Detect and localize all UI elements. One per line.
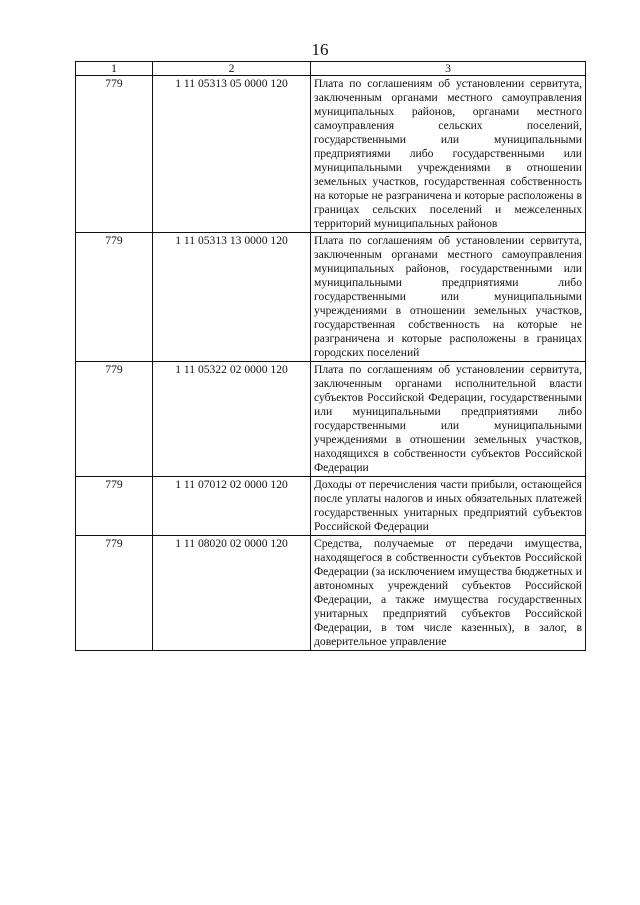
column-header-2: 2 bbox=[153, 62, 311, 76]
admin-code-cell: 779 bbox=[76, 536, 153, 651]
admin-code-cell: 779 bbox=[76, 362, 153, 477]
revenue-codes-table bbox=[75, 61, 586, 651]
revenue-code-cell: 1 11 05313 05 0000 120 bbox=[153, 76, 311, 233]
column-header-1: 1 bbox=[76, 62, 153, 76]
table-row bbox=[76, 233, 586, 362]
revenue-code-cell: 1 11 05322 02 0000 120 bbox=[153, 362, 311, 477]
description-cell: Плата по соглашениям об установлении сервитута, заключенным органами местного самоуправления муниципальных районов, государственными или муниципальными предприятиями либо государственными или муниципальными учреждениями в отношении земельных участков, государственная собственность на которые не разграничена и которые расположены в границах городских поселений bbox=[311, 233, 586, 362]
page-number: 16 bbox=[311, 40, 329, 59]
description-cell: Плата по соглашениям об установлении сервитута, заключенным органами местного самоуправления муниципальных районов, органами местного самоуправления сельских поселений, государственными или муниципальными предприятиями либо государственными или муниципальными учреждениями в отношении земельных участков, государственная собственность на которые не разграничена и которые расположены в границах сельских поселений и межселенных территорий муниципальных районов bbox=[311, 76, 586, 233]
description-cell: Плата по соглашениям об установлении сервитута, заключенным органами исполнительной власти субъектов Российской Федерации, государственными или муниципальными предприятиями либо государственными или муниципальными учреждениями в отношении земельных участков, находящихся в собственности субъектов Российской Федерации bbox=[311, 362, 586, 477]
revenue-code-cell: 1 11 05313 13 0000 120 bbox=[153, 233, 311, 362]
admin-code-cell: 779 bbox=[76, 477, 153, 536]
table-row bbox=[76, 477, 586, 536]
description-cell: Доходы от перечисления части прибыли, остающейся после уплаты налогов и иных обязательных платежей государственных унитарных предприятий субъектов Российской Федерации bbox=[311, 477, 586, 536]
table-row bbox=[76, 362, 586, 477]
description-cell: Средства, получаемые от передачи имущества, находящегося в собственности субъектов Российской Федерации (за исключением имущества бюджетных и автономных учреждений субъектов Российской Федерации, а также имущества государственных унитарных предприятий субъектов Российской Федерации, в том числе казенных), в залог, в доверительное управление bbox=[311, 536, 586, 651]
admin-code-cell: 779 bbox=[76, 233, 153, 362]
revenue-code-cell: 1 11 08020 02 0000 120 bbox=[153, 536, 311, 651]
table-row bbox=[76, 536, 586, 651]
table-header-row bbox=[76, 62, 586, 76]
column-header-3: 3 bbox=[311, 62, 586, 76]
table-row bbox=[76, 76, 586, 233]
admin-code-cell: 779 bbox=[76, 76, 153, 233]
revenue-code-cell: 1 11 07012 02 0000 120 bbox=[153, 477, 311, 536]
